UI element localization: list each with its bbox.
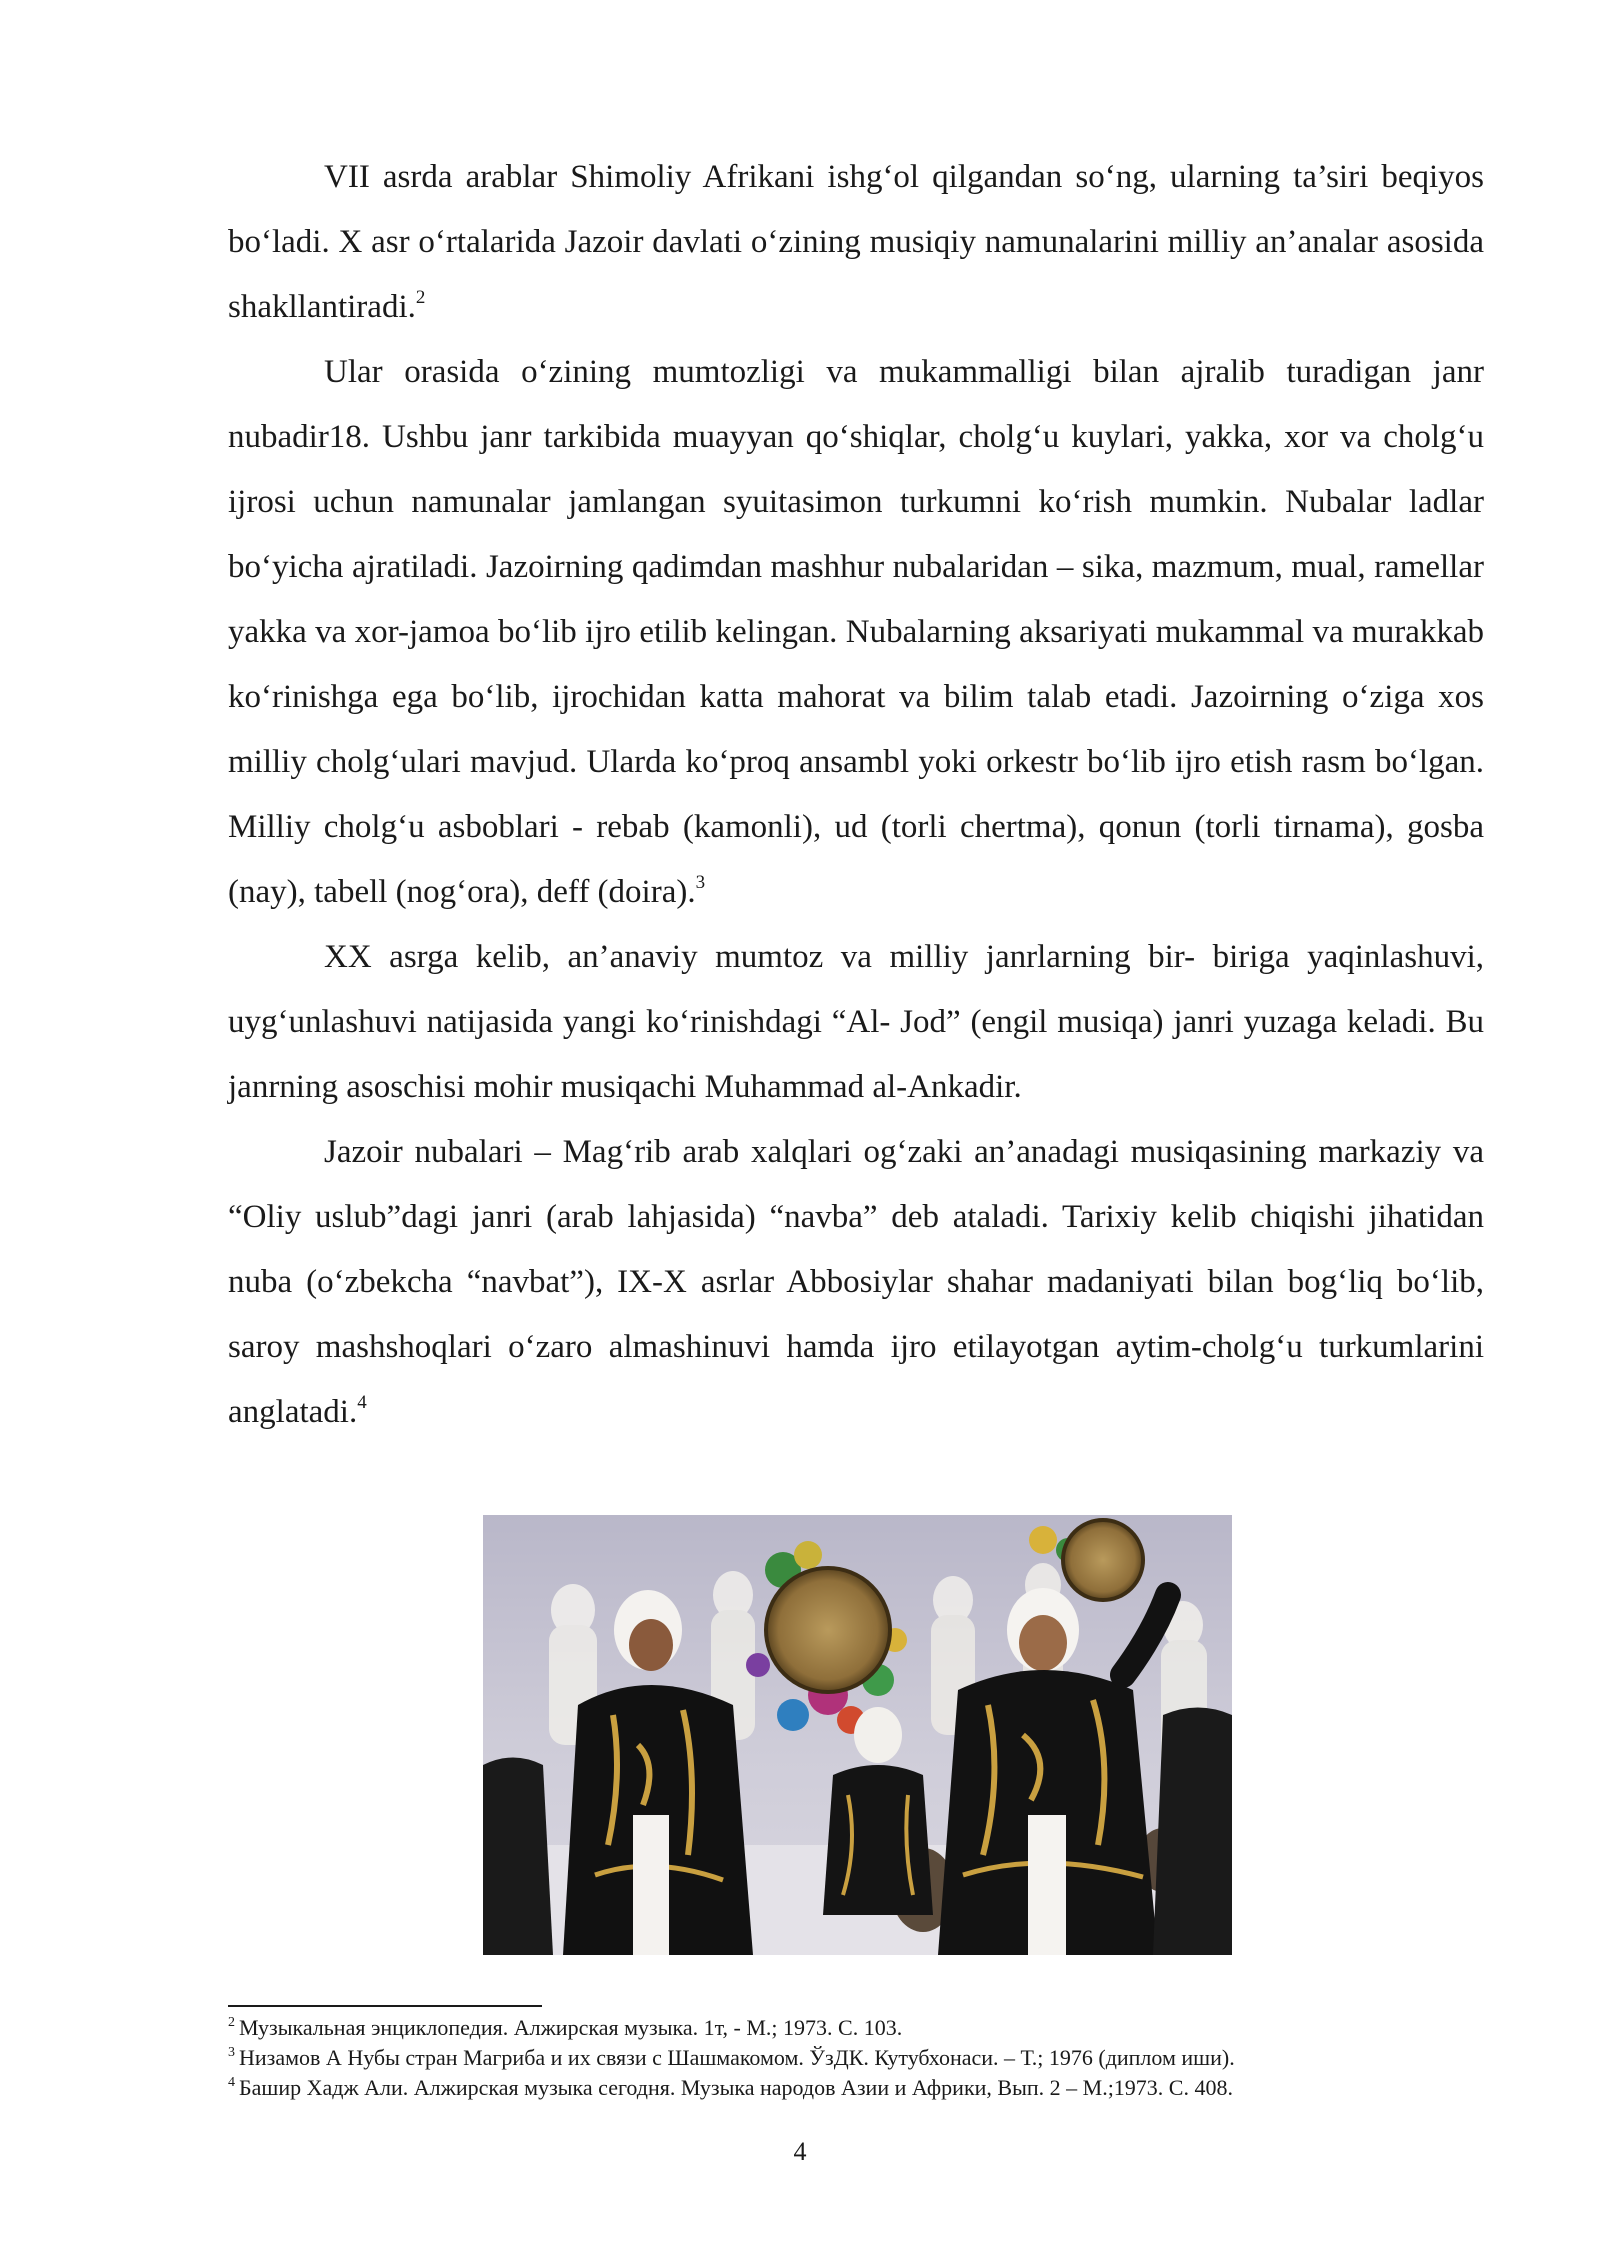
paragraph-text: Jazoir nubalari – Mag‘rib arab xalqlari og‘zaki an’anadagi musiqasining markaziy va “Oliy uslub”dagi janri (arab lahjasida) “navba” deb ataladi. Tarixiy kelib chiqishi jihatidan nuba (o‘zbekcha “navbat”), IX-X asrlar Abbosiylar shahar madaniyati bilan bog‘liq bo‘lib, saroy mashshoqlari o‘zaro almashinuvi hamda ijro etilayotgan aytim-cholg‘u turkumlarini anglatadi. bbox=[228, 1134, 1484, 1430]
footnote-text: Низамов А Нубы стран Магриба и их связи с Шашмакомом. ЎзДК. Кутубхонаси. – Т.; 1976 (диплом иши). bbox=[239, 2045, 1235, 2070]
paragraph bbox=[228, 1120, 1484, 1445]
footnote bbox=[228, 2043, 1528, 2073]
footnote-reference[interactable]: 4 bbox=[357, 1392, 367, 1413]
footnote bbox=[228, 2013, 1528, 2043]
photo-figure bbox=[483, 1515, 1232, 1955]
footnote-number: 3 bbox=[228, 2045, 235, 2060]
paragraph bbox=[228, 145, 1484, 340]
body-text bbox=[228, 145, 1484, 1445]
page-number: 4 bbox=[793, 2137, 807, 2166]
footnotes bbox=[228, 2013, 1528, 2103]
footnote-text: Башир Хадж Али. Алжирская музыка сегодня. Музыка народов Азии и Африки, Вып. 2 – М.;1973. С. 408. bbox=[239, 2075, 1233, 2100]
paragraph-text: Ular orasida o‘zining mumtozligi va mukammalligi bilan ajralib turadigan janr nubadir18. Ushbu janr tarkibida muayyan qo‘shiqlar, cholg‘u kuylari, yakka, xor va cholg‘u ijrosi uchun namunalar jamlangan syuitasimon turkumni ko‘rish mumkin. Nubalar ladlar bo‘yicha ajratiladi. Jazoirning qadimdan mashhur nubalaridan – sika, mazmum, mual, ramellar yakka va xor-jamoa bo‘lib ijro etilib kelingan. Nubalarning aksariyati mukammal va murakkab ko‘rinishga ega bo‘lib, ijrochidan katta mahorat va bilim talab etadi. Jazoirning o‘ziga xos milliy cholg‘ulari mavjud. Ularda ko‘proq ansambl yoki orkestr bo‘lib ijro etish rasm bo‘lgan. Milliy cholg‘u asboblari - rebab (kamonli), ud (torli chertma), qonun (torli tirnama), gosba (nay), tabell (nog‘ora), deff (doira). bbox=[228, 354, 1484, 910]
footnote-text: Музыкальная энциклопедия. Алжирская музыка. 1т, - М.; 1973. С. 103. bbox=[239, 2015, 903, 2040]
paragraph-text: VII asrda arablar Shimoliy Afrikani ishg‘ol qilgandan so‘ng, ularning ta’siri beqiyos bo‘ladi. X asr o‘rtalarida Jazoir davlati o‘zining musiqiy namunalarini milliy an’analar asosida shakllantiradi. bbox=[228, 159, 1484, 325]
paragraph bbox=[228, 340, 1484, 925]
footnote-number: 2 bbox=[228, 2015, 235, 2030]
paragraph-text: XX asrga kelib, an’anaviy mumtoz va milliy janrlarning bir- biriga yaqinlashuvi, uyg‘unlashuvi natijasida yangi ko‘rinishdagi “Al- Jod” (engil musiqa) janri yuzaga keladi. Bu janrning asoschisi mohir musiqachi Muhammad al-Ankadir. bbox=[228, 939, 1484, 1105]
footnote bbox=[228, 2073, 1528, 2103]
footnote-reference[interactable]: 2 bbox=[415, 287, 426, 308]
footnote-reference[interactable]: 3 bbox=[695, 872, 706, 893]
musicians-photo bbox=[483, 1515, 1232, 1955]
footnote-separator bbox=[228, 2005, 542, 2007]
paragraph bbox=[228, 925, 1484, 1120]
footnote-number: 4 bbox=[228, 2075, 235, 2090]
